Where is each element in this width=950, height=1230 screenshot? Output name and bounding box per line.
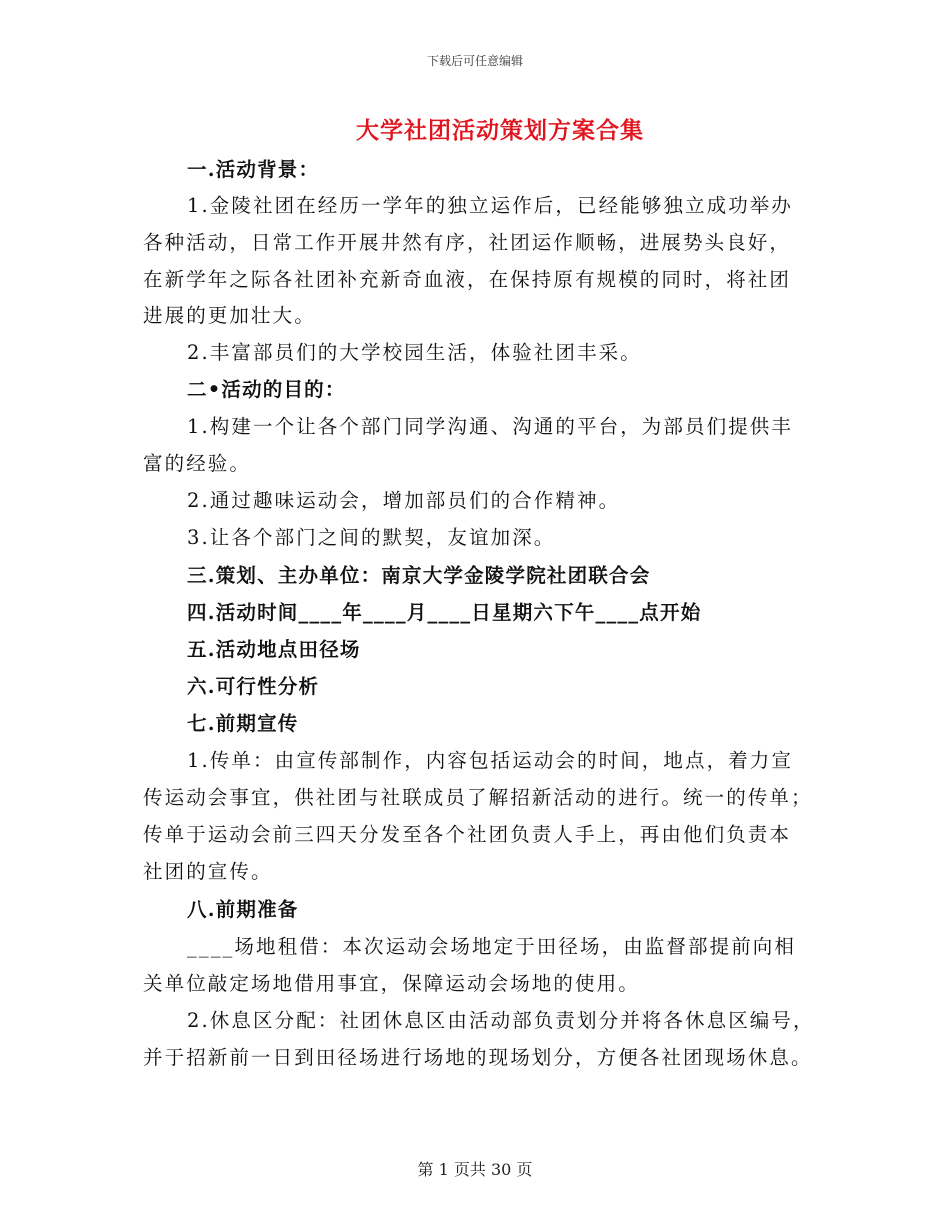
page-number-footer: 第 1 页共 30 页 xyxy=(417,1160,533,1179)
document-title: 大学社团活动策划方案合集 xyxy=(356,117,644,144)
paragraph-line: 进展的更加壮大。 xyxy=(143,304,316,327)
section-heading: 八.前期准备 xyxy=(187,898,299,921)
paragraph-line: 在新学年之际各社团补充新奇血液，在保持原有规模的同时，将社团 xyxy=(143,268,792,291)
paragraph-line: 社团的宣传。 xyxy=(143,860,273,883)
paragraph-line: 传单于运动会前三四天分发至各个社团负责人手上，再由他们负责本 xyxy=(143,823,792,846)
paragraph-line: 1.金陵社团在经历一学年的独立运作后，已经能够独立成功举办 xyxy=(187,194,794,217)
paragraph-line: 2.丰富部员们的大学校园生活，体验社团丰采。 xyxy=(187,341,642,364)
section-heading: 六.可行性分析 xyxy=(187,675,320,698)
section-heading: 五.活动地点田径场 xyxy=(187,638,361,661)
paragraph-line: 并于招新前一日到田径场进行场地的现场划分，方便各社团现场休息。 xyxy=(143,1046,813,1069)
paragraph-line: 关单位敲定场地借用事宜，保障运动会场地的使用。 xyxy=(143,972,640,995)
paragraph-line: 1.传单：由宣传部制作，内容包括运动会的时间，地点，着力宣 xyxy=(187,749,794,772)
paragraph-line: 传运动会事宜，供社团与社联成员了解招新活动的进行。统一的传单； xyxy=(143,786,813,809)
section-heading: 四.活动时间____年____月____日星期六下午____点开始 xyxy=(187,601,702,624)
paragraph-line: 1.构建一个让各个部门同学沟通、沟通的平台，为部员们提供丰 xyxy=(187,415,794,438)
paragraph-line: ____场地租借：本次运动会场地定于田径场，由监督部提前向相 xyxy=(187,935,797,958)
paragraph-line: 2.休息区分配：社团休息区由活动部负责划分并将各休息区编号， xyxy=(187,1009,815,1032)
header-note: 下载后可任意编辑 xyxy=(426,54,523,68)
section-heading: 二•活动的目的： xyxy=(187,378,346,401)
section-heading: 一.活动背景： xyxy=(187,158,320,181)
section-heading: 七.前期宣传 xyxy=(187,712,299,735)
paragraph-line: 2.通过趣味运动会，增加部员们的合作精神。 xyxy=(187,489,621,512)
paragraph-line: 富的经验。 xyxy=(143,452,252,475)
paragraph-line: 3.让各个部门之间的默契，友谊加深。 xyxy=(187,526,556,549)
section-heading: 三.策划、主办单位：南京大学金陵学院社团联合会 xyxy=(187,564,651,587)
paragraph-line: 各种活动，日常工作开展井然有序，社团运作顺畅，进展势头良好， xyxy=(143,231,792,254)
